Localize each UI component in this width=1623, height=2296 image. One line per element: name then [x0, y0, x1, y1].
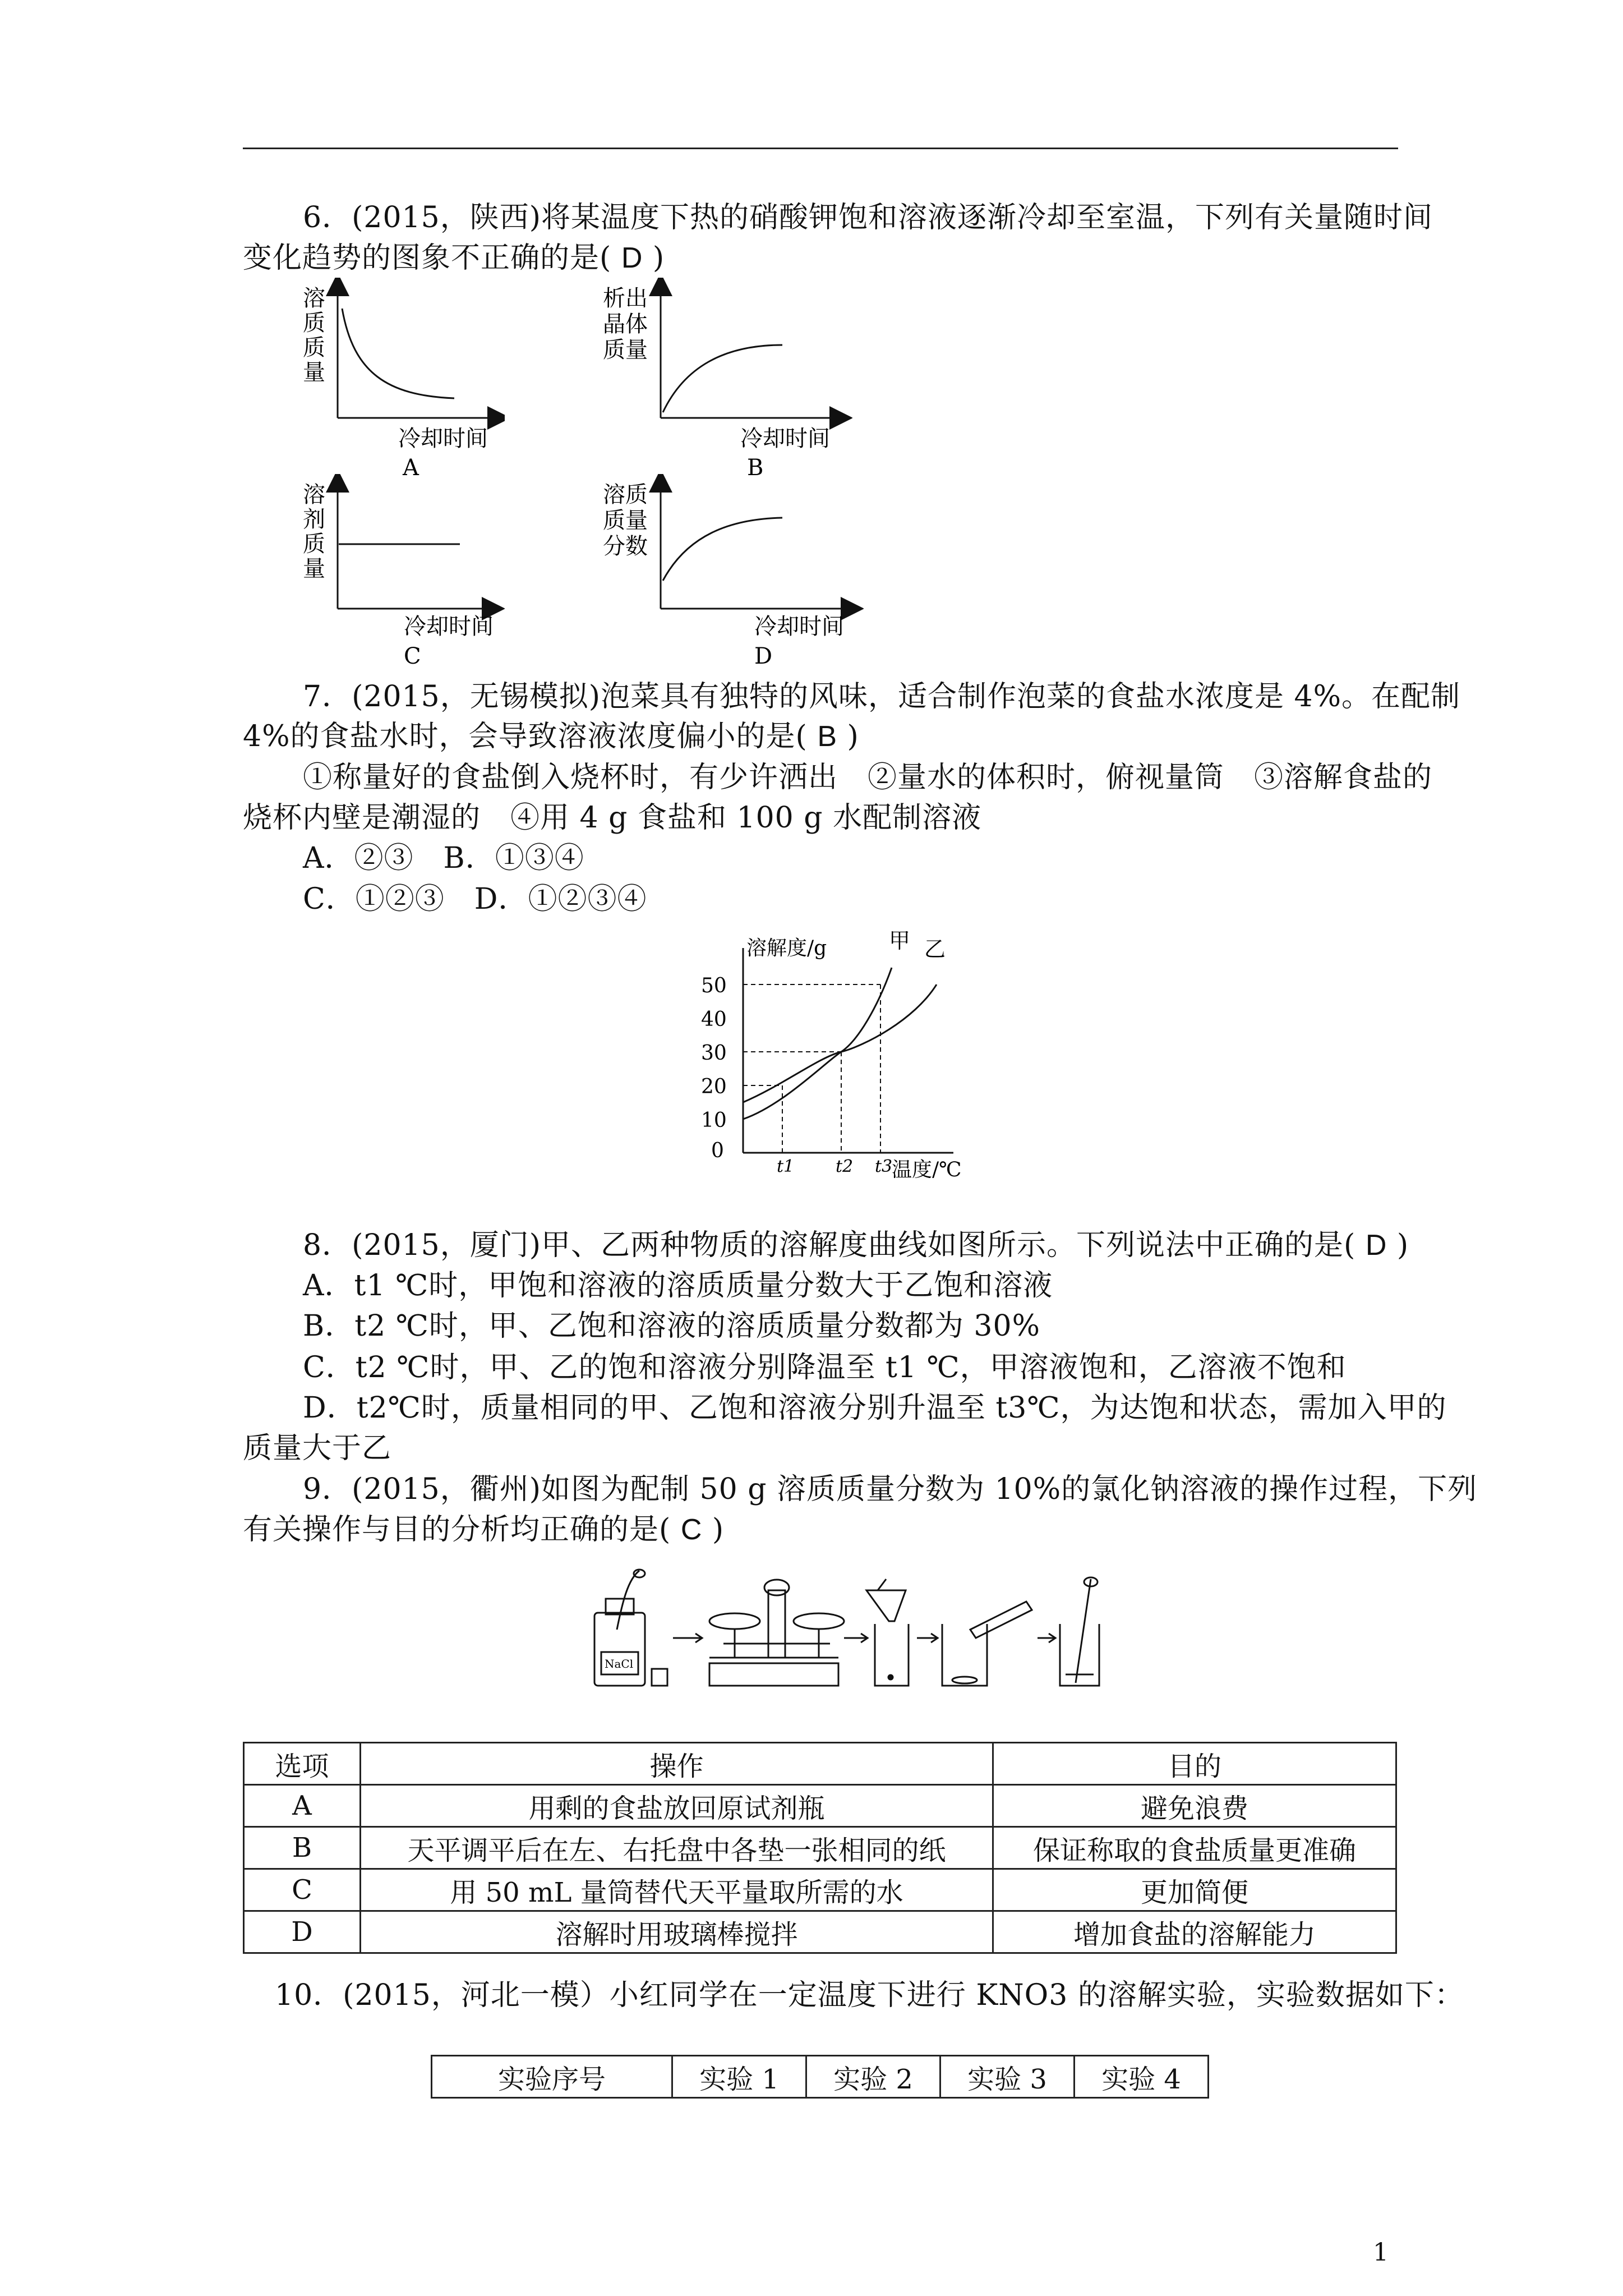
- graph-b: [594, 278, 852, 480]
- q8-stem: 8．(2015，厦门)甲、乙两种物质的溶解度曲线如图所示。下列说法中正确的是(: [303, 1228, 1356, 1262]
- y-tick-label: 40: [701, 1008, 727, 1031]
- graph-d-curve: [663, 518, 782, 581]
- graph-c-ylabel-2: 剂: [303, 507, 325, 532]
- table-cell: 更加简便: [993, 1869, 1396, 1911]
- q7-options-ab: A．②③ B．①③④: [303, 841, 584, 875]
- graph-a-label: A: [403, 455, 419, 480]
- table-row: [244, 1869, 1396, 1911]
- y-tick-label: 20: [701, 1075, 727, 1098]
- solubility-chart: [662, 931, 976, 1178]
- graph-c-label: C: [404, 643, 421, 669]
- q7-answer: B: [817, 720, 838, 753]
- graph-c: [292, 474, 505, 670]
- table-cell: B: [244, 1827, 361, 1869]
- table-row: [244, 1827, 1396, 1869]
- x-tick-label: t3: [875, 1157, 893, 1176]
- beaker-funnel: [866, 1579, 909, 1686]
- graph-a-curve: [342, 309, 454, 398]
- graph-a: [292, 278, 505, 480]
- table-row: [244, 1785, 1396, 1827]
- q8-option-d-2: 质量大于乙: [243, 1432, 392, 1465]
- graph-a-ylabel-1: 溶: [303, 286, 325, 311]
- graph-b-ylabel-1: 析出: [603, 286, 648, 311]
- x-tick-label: t1: [777, 1157, 795, 1176]
- graph-c-xlabel: 冷却时间: [404, 614, 494, 639]
- page-number: 1: [1373, 2238, 1389, 2267]
- graph-d-ylabel-2: 质量: [603, 508, 648, 533]
- table-cell: C: [244, 1869, 361, 1911]
- q6-stem-end: 变化趋势的图象不正确的是(: [243, 241, 612, 275]
- beaker-pouring: [942, 1602, 1032, 1686]
- q7-line-2: [243, 720, 859, 753]
- graph-a-ylabel-2: 质: [303, 310, 325, 336]
- table-header-row: [432, 2056, 1209, 2098]
- bottle-label: NaCl: [605, 1657, 634, 1671]
- table-cell: 增加食盐的溶解能力: [993, 1911, 1396, 1953]
- table-cell: 溶解时用玻璃棒搅拌: [361, 1911, 993, 1953]
- q10-line-1: 10．(2015，河北一模）小红同学在一定温度下进行 KNO3 的溶解实验，实验数据如下：: [275, 1978, 1464, 2012]
- x-tick-label: t2: [836, 1157, 854, 1176]
- graph-b-curve: [663, 345, 782, 412]
- q6-line-1: 6．(2015，陕西)将某温度下热的硝酸钾饱和溶液逐渐冷却至室温，下列有关量随时间: [303, 201, 1433, 234]
- graph-d-label: D: [754, 643, 773, 669]
- graph-a-xlabel: 冷却时间: [398, 426, 488, 452]
- q7-options-cd: C．①②③ D．①②③④: [303, 882, 647, 916]
- q9-stem-end: 有关操作与目的分析均正确的是(: [243, 1513, 671, 1547]
- table-header: 实验 3: [940, 2056, 1075, 2098]
- y-tick-label: 50: [701, 974, 727, 997]
- graph-b-xlabel: 冷却时间: [740, 426, 830, 452]
- y-tick-label: 10: [701, 1109, 727, 1132]
- series-jia-curve: [743, 968, 892, 1119]
- graph-c-ylabel-1: 溶: [303, 482, 325, 508]
- q9-close: ): [712, 1513, 725, 1547]
- graph-b-ylabel-2: 晶体: [603, 311, 648, 337]
- balance: [709, 1580, 844, 1686]
- header-rule: [243, 148, 1398, 149]
- q8-option-c: C．t2 ℃时，甲、乙的饱和溶液分别降温至 t1 ℃，甲溶液饱和，乙溶液不饱和: [303, 1351, 1347, 1384]
- y-axis-label: 溶解度/g: [746, 937, 827, 960]
- q10-table: [431, 2055, 1209, 2099]
- graph-a-ylabel-3: 质: [303, 335, 325, 361]
- q6-close: ): [652, 241, 665, 275]
- graph-d-xlabel: 冷却时间: [754, 614, 844, 639]
- graph-a-ylabel-4: 量: [303, 360, 325, 385]
- q6-answer: D: [621, 242, 643, 274]
- graph-d: [594, 474, 864, 670]
- q7-line-1: 7．(2015，无锡模拟)泡菜具有独特的风味，适合制作泡菜的食盐水浓度是 4%。在配制: [303, 680, 1461, 714]
- table-header: 实验 2: [806, 2056, 940, 2098]
- graph-d-ylabel-3: 分数: [603, 533, 648, 559]
- table-header: 实验序号: [432, 2056, 672, 2098]
- table-header: 选项: [244, 1743, 361, 1785]
- graph-c-ylabel-4: 量: [303, 556, 325, 582]
- q8-close: ): [1396, 1228, 1409, 1262]
- y-tick-label: 0: [711, 1139, 724, 1162]
- bottle-stopper: [652, 1669, 667, 1686]
- q8-option-b: B．t2 ℃时，甲、乙饱和溶液的溶质质量分数都为 30%: [303, 1309, 1041, 1343]
- q7-line-3: ①称量好的食盐倒入烧杯时，有少许洒出 ②量水的体积时，俯视量筒 ③溶解食盐的: [303, 761, 1433, 794]
- q6-line-2: [243, 241, 665, 275]
- q9-table: [243, 1742, 1397, 1954]
- q8-answer: D: [1365, 1229, 1387, 1262]
- graph-c-ylabel-3: 质: [303, 531, 325, 557]
- table-header: 实验 4: [1075, 2056, 1209, 2098]
- table-row: [244, 1911, 1396, 1953]
- table-cell: 避免浪费: [993, 1785, 1396, 1827]
- table-cell: 天平调平后在左、右托盘中各垫一张相同的纸: [361, 1827, 993, 1869]
- graph-d-ylabel-1: 溶质: [603, 482, 648, 508]
- y-tick-label: 30: [701, 1042, 727, 1065]
- apparatus-illustration: [583, 1568, 1110, 1697]
- table-cell: 用剩的食盐放回原试剂瓶: [361, 1785, 993, 1827]
- series-yi-curve: [743, 984, 937, 1102]
- table-cell: 用 50 mL 量筒替代天平量取所需的水: [361, 1869, 993, 1911]
- q7-stem-end: 4%的食盐水时，会导致溶液浓度偏小的是(: [243, 720, 808, 753]
- table-cell: 保证称取的食盐质量更准确: [993, 1827, 1396, 1869]
- q7-close: ): [847, 720, 859, 753]
- series-jia-label: 甲: [889, 931, 911, 953]
- q9-line-2: [243, 1513, 724, 1547]
- q8-line-1: [303, 1228, 1409, 1262]
- q7-line-4: 烧杯内壁是潮湿的 ④用 4 g 食盐和 100 g 水配制溶液: [243, 801, 982, 835]
- table-header: 目的: [993, 1743, 1396, 1785]
- table-cell: A: [244, 1785, 361, 1827]
- graph-b-label: B: [747, 455, 764, 480]
- table-header: 操作: [361, 1743, 993, 1785]
- q8-option-a: A．t1 ℃时，甲饱和溶液的溶质质量分数大于乙饱和溶液: [303, 1269, 1053, 1303]
- table-header-row: [244, 1743, 1396, 1785]
- q8-option-d-1: D．t2℃时，质量相同的甲、乙饱和溶液分别升温至 t3℃，为达饱和状态，需加入甲的: [303, 1391, 1447, 1425]
- beaker-stirring: [1060, 1577, 1099, 1686]
- series-yi-label: 乙: [924, 937, 946, 961]
- x-axis-label: 温度/℃: [892, 1158, 962, 1178]
- graph-b-ylabel-3: 质量: [603, 337, 648, 363]
- table-header: 实验 1: [672, 2056, 806, 2098]
- q9-line-1: 9．(2015，衢州)如图为配制 50 g 溶质质量分数为 10%的氯化钠溶液的操作过程，下列: [303, 1473, 1478, 1506]
- table-cell: D: [244, 1911, 361, 1953]
- q9-answer: C: [680, 1513, 703, 1546]
